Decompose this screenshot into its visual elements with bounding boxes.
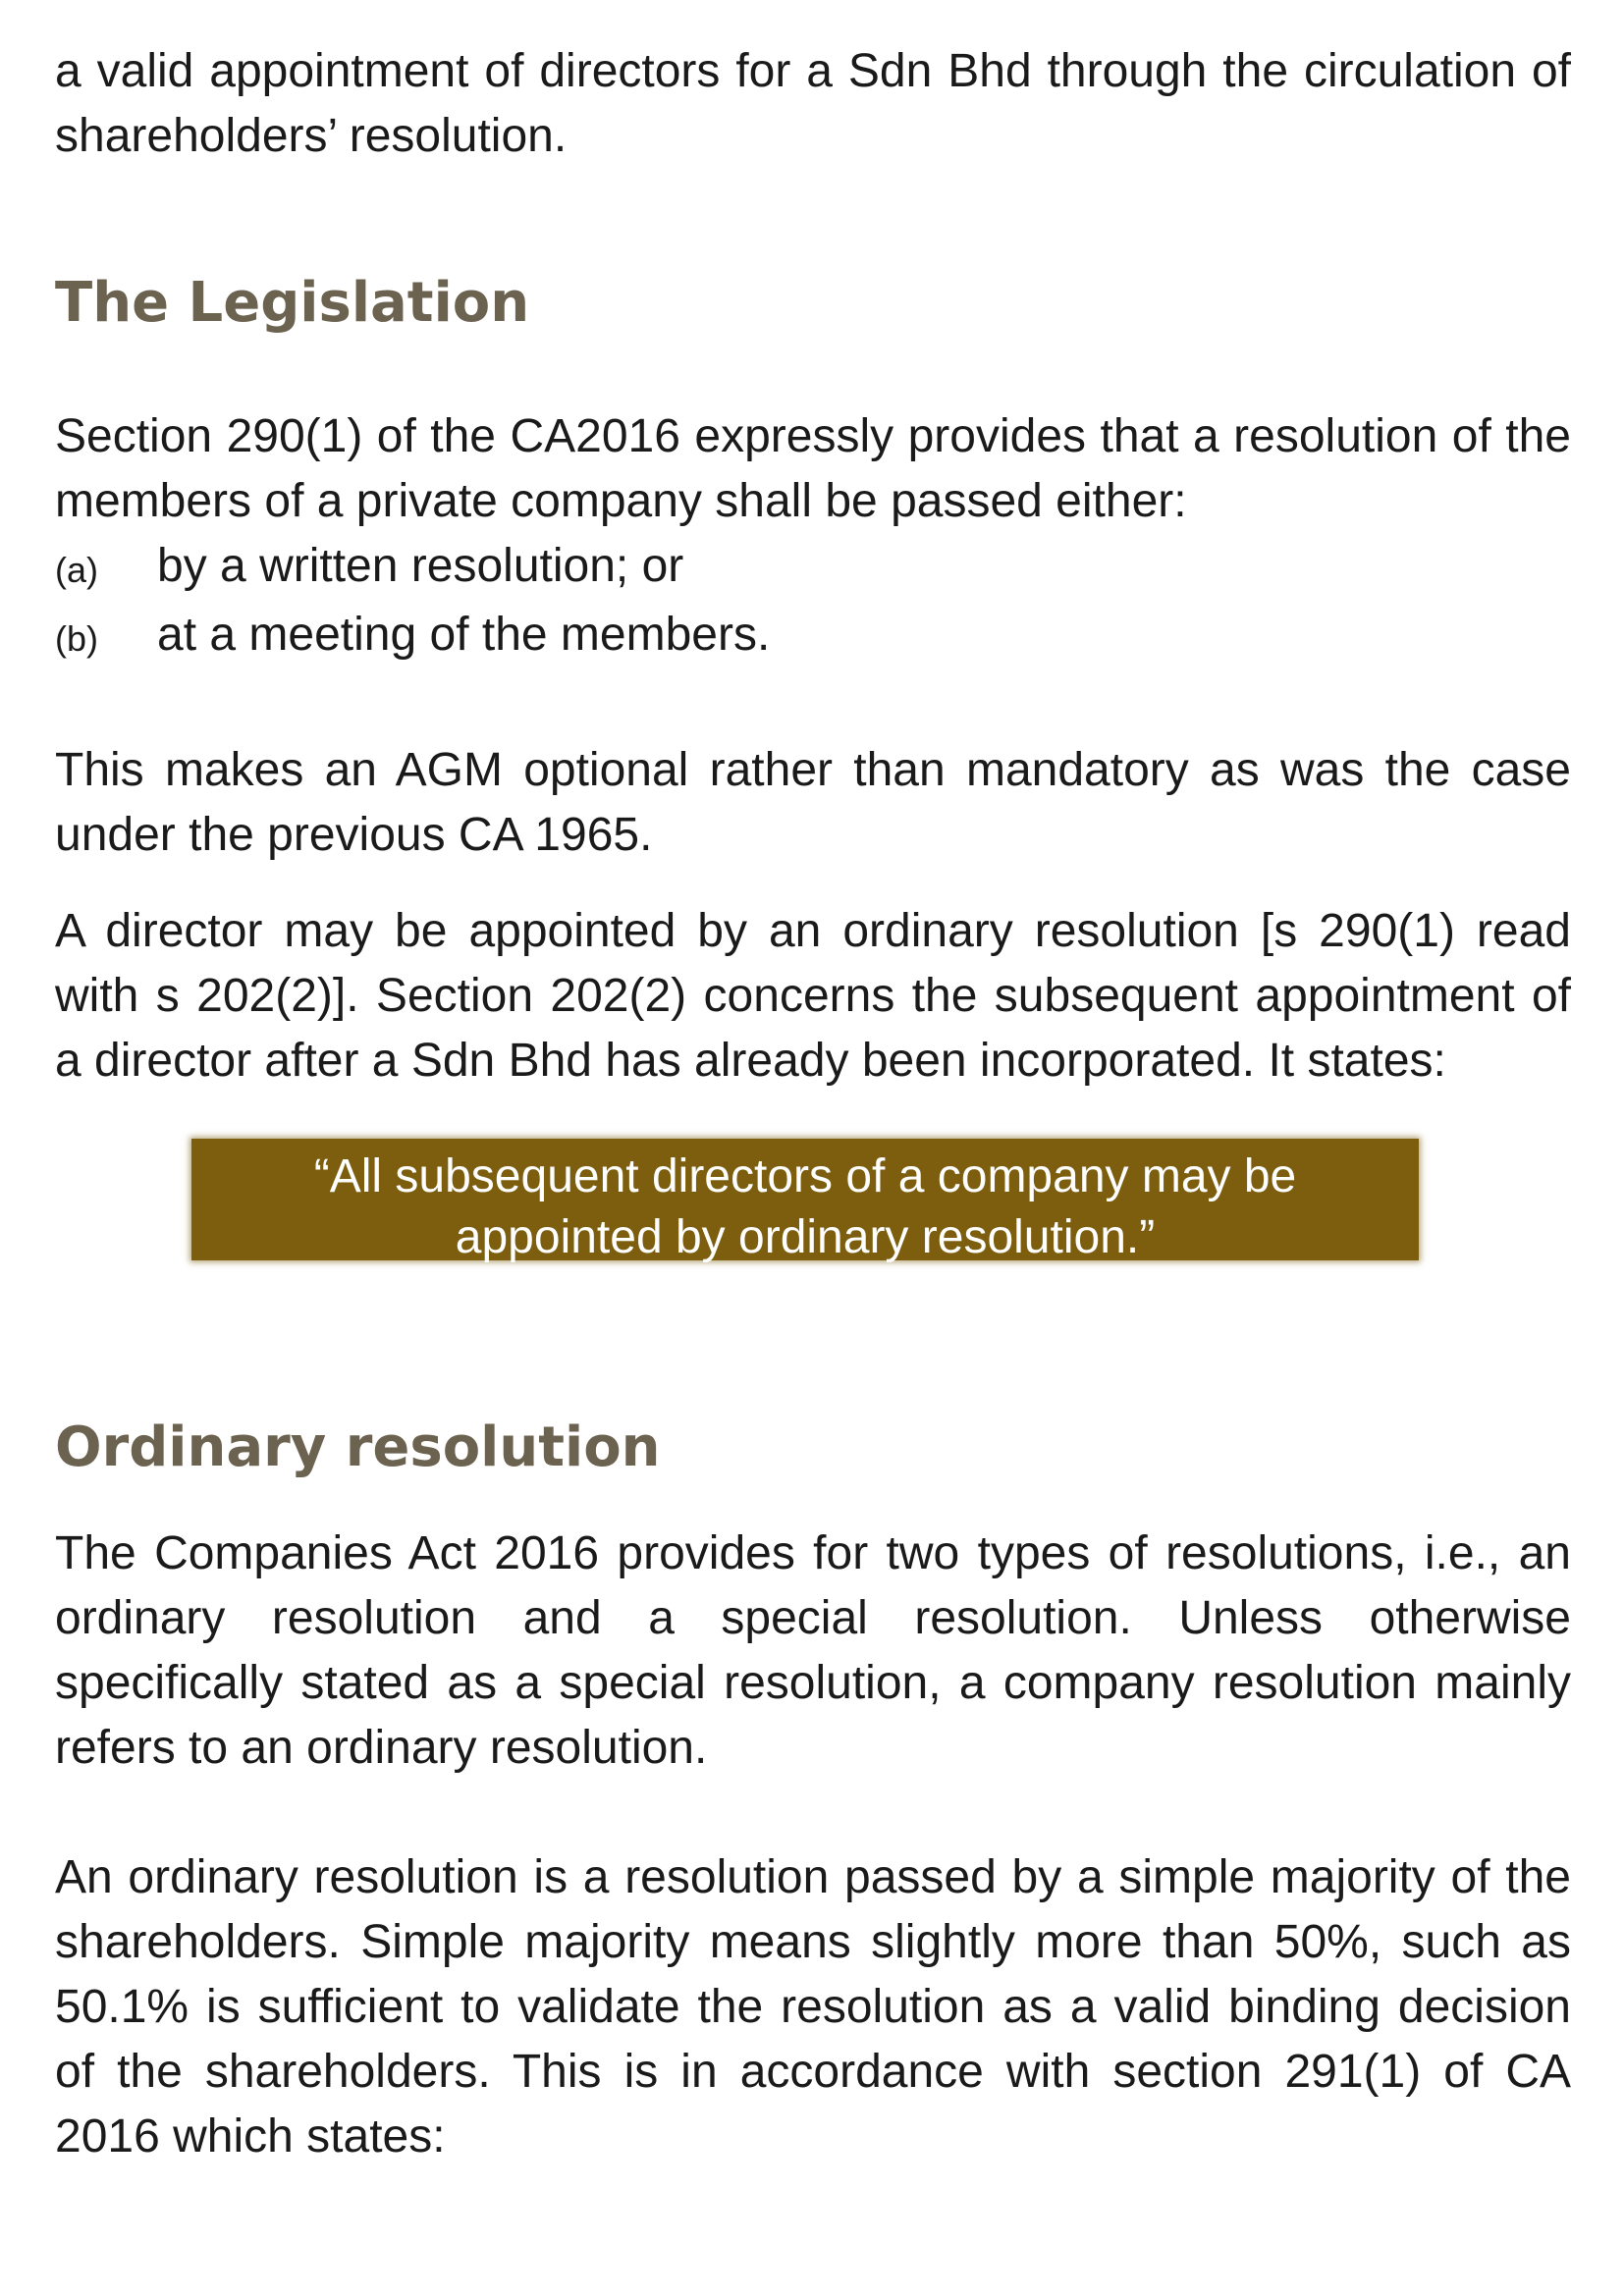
list-marker: (a) bbox=[55, 550, 98, 590]
intro-paragraph: a valid appointment of directors for a Sdn Bhd through the circulation of shareholders’ resolution. bbox=[55, 45, 1571, 162]
quote-line-1: “All subsequent directors of a company may be bbox=[313, 1150, 1297, 1202]
ordinary-resolution-heading: Ordinary resolution bbox=[55, 1415, 661, 1479]
legislation-heading: The Legislation bbox=[55, 271, 530, 335]
list-marker: (b) bbox=[55, 618, 98, 659]
list-item bbox=[55, 603, 1571, 671]
quote-box bbox=[191, 1139, 1419, 1263]
ordinary-paragraph-2: An ordinary resolution is a resolution passed by a simple majority of the shareholders. Simple majority means slightly more than 50%, such as 50.1% is sufficient to validate the resolution as a valid binding decision of the shareholders. This is in accordance with section 291(1) of CA 2016 which states: bbox=[55, 1851, 1571, 2163]
list-item-text: at a meeting of the members. bbox=[157, 609, 771, 661]
legislation-paragraph-1: Section 290(1) of the CA2016 expressly provides that a resolution of the members of a private company shall be passed either: bbox=[55, 410, 1571, 527]
legislation-paragraph-3: A director may be appointed by an ordinary resolution [s 290(1) read with s 202(2)]. Section 202(2) concerns the subsequent appointment of a director after a Sdn Bhd has already been incorporated. It states: bbox=[55, 905, 1571, 1087]
list-item-text: by a written resolution; or bbox=[157, 540, 684, 592]
quote-line-2: appointed by ordinary resolution.” bbox=[455, 1211, 1156, 1263]
document-page bbox=[55, 39, 1571, 2169]
legislation-paragraph-2: This makes an AGM optional rather than mandatory as was the case under the previous CA 1965. bbox=[55, 744, 1571, 861]
ordinary-paragraph-1: The Companies Act 2016 provides for two types of resolutions, i.e., an ordinary resolution and a special resolution. Unless otherwise specifically stated as a special resolution, a company resolution mainly refers to an ordinary resolution. bbox=[55, 1527, 1571, 1774]
resolution-methods-list bbox=[55, 534, 1571, 671]
list-item bbox=[55, 534, 1571, 603]
